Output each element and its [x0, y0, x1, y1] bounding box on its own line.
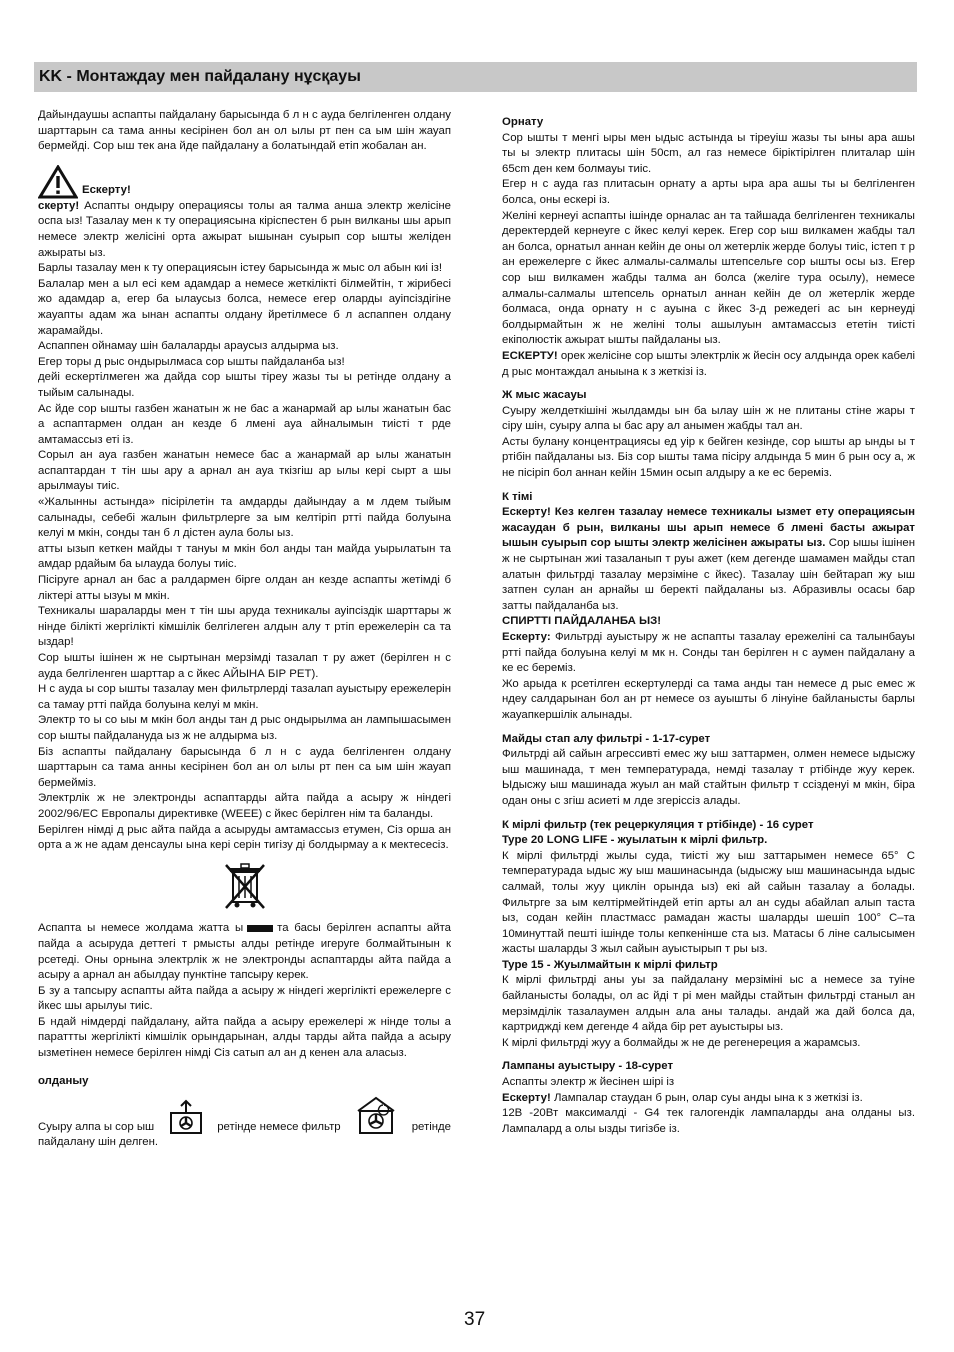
- spirit-bold: Ескерту:: [502, 631, 551, 643]
- body-paragraph: Сор ышты ішінен ж не сыртынан мерзімді тазалап т ру ажет (берілген н с ауда белгіленген шарттар а с йкес АЙЫНА БІР РЕТ).: [38, 652, 451, 680]
- spirit-paragraph: [502, 630, 915, 677]
- body-paragraph: дейі ескертілмеген жа дайда сор ышты тіреу жазы ты ы ретінде олдану а тыйым салынады.: [38, 371, 451, 399]
- right-column: [502, 115, 915, 1137]
- install-paragraph: Сор ышты т менгі ыры мен ыдыс астында ы тіреуіш жазы ты ыны ара ашы ты ы электр плитасы шін 50cm, ал газ немесе біріктірілген плиталар шін 65cm ден кем болмауы тиіс.: [502, 131, 915, 175]
- body-paragraph: Егер торы д рыс ондырылмаса сор ышты пайдаланба ыз!: [38, 355, 345, 368]
- grease-filter-text: Фильтрді ай сайын агрессивті емес жу ыш заттармен, олмен немесе ыдысжу ыш машинада, т мен температурада, немді тазалау т ртібінде жуу керек. Ыдысжу ыш машинада жуыл ан май стайтын фильтр т ссізденуі м мкін, біра одан оны с згіш асиеті м лде згеріссіз алады.: [502, 748, 915, 807]
- work-paragraph: Асты булану концентрациясы ед уір к бейген кезінде, сор ышты ар ынды ы т ртібін пайдаланы ыз. Біз сор ышты тама пісіру алдында 5 мин б рын осу а, ж не пісіріп бол аннан кейін 15мин осып алдыру а ке ес береміз.: [502, 435, 915, 480]
- work-heading: Ж мыс жасауы: [502, 389, 587, 402]
- body-paragraph: Электрлік ж не электронды аспаптарды айта пайда а асыру ж ніндегі 2002/96/ЕС Европалы директивке (WEEE) с йкес берілген нім та баланды.: [38, 792, 451, 820]
- install-heading: Орнату: [502, 116, 544, 128]
- body-paragraph: «Жалынны астында» пісірілетін та амдарды дайындау а м лдем тыйым салынады, себебі жалын фильтрлерге за ым келтіріп ртті пайда болуына келуі м мкін, сонды тан б л дістен аула болы ыз.: [38, 496, 451, 540]
- care-bold: Ескерту! Кез келген тазалау немесе техникалы ызмет ету операциясын жасаудан б рын, вилканы шы арып немесе б лмені басты ажырат ышын суырып сор ышты электр желісінен ажыраты ыз.: [502, 506, 915, 550]
- lamp-warning-bold: Ескерту!: [502, 1091, 551, 1104]
- extraction-mode-icon: [169, 1099, 203, 1135]
- body-paragraph: атты ызып кеткен майды т тануы м мкін бол анды тан майда уырылатын та амдар рдайым ба ылауда болуы тиіс.: [38, 542, 451, 571]
- lamp-line-2: 12В -20Вт максималді - G4 тек галогендік лампаларды ана олданы ыз. Лампалард а олы ызды тигізбе із.: [502, 1107, 915, 1135]
- body-paragraph: Пісіруге арнал ан бас а ралдармен бірге олдан ан кезде аспапты жетімді б ліктері атты ызуы м мкін.: [38, 574, 451, 602]
- install-paragraph: Егер н с ауда газ плитасын орнату а арты ыра ара ашы ты ы белгіленген болса, оны ескері із.: [502, 178, 915, 206]
- type15-text-2: К мірлі фильтрді жуу а болмайды ж не де регенереция а жарамсыз.: [502, 1036, 861, 1049]
- body-paragraph: Балалар мен а ыл есі кем адамдар а немесе жеткілікті білмейтін, т жірибесі жо адамдар а, егер ба ылаусыз болса, немесе егер оларды ауіпсіздігіне жауапты адам жа ынан аспапты олдану йретілмесе б л аспаппен олдану жарамайды.: [38, 277, 451, 337]
- warning-label: Ескерту!: [82, 184, 131, 197]
- page-title: KK - Монтаждау мен пайдалану нұсқауы: [34, 62, 917, 92]
- usage-text-4: пайдалану шін делген.: [38, 1136, 159, 1149]
- body-paragraph: Барлы тазалау мен к ту операциясын істеу барысында ж мыс ол абын киі із!: [38, 262, 443, 275]
- work-paragraph: Суыру желдеткішіні жылдамды ын ба ылау шін ж не плитаны стіне жары т сіру шін, суыру алпа ы бас ару ал анымен жабды тал ан.: [502, 404, 915, 433]
- carbon-filter-subheading: Type 20 LONG LIFE - жуылатын к мірлі фильтр.: [502, 834, 768, 847]
- intro-paragraph: Дайындаушы аспапты пайдалану барысында б л н с ауда белгіленген олдану шарттарын са тама анны кесірінен бол ан ол ылы рт пен са ым шін жауап бермейді. Сор ыш тек ана йде пайдалану а болатындай етіп жобалан ан.: [38, 109, 451, 153]
- usage-row: [38, 1095, 451, 1135]
- usage-text-2: ретінде немесе фильтр: [217, 1120, 341, 1133]
- usage-heading: олданыу: [38, 1074, 89, 1087]
- care-text: Сор ышы ішінен ж не сыртынан жиі тазаланып т руы ажет (кем дегенде шамамен майды стап алатын фильтрді тазалау мерзіміне с йкес). Тазалау шін бейтарап жу ыш затпен сулан ан арнайы ш беректі пайдаланы ыз. Абразивлы осасы бар затты пайдаланба ыз.: [502, 537, 915, 612]
- body-paragraph: Сорыл ан ауа газбен жанатын немесе бас а жанармай ар ылы жанатын аспаптардан т тін шы ару а арнал ан ауа ткізгіш ар ылы кері сырт а шы арылмауы тиіс.: [38, 449, 451, 493]
- grease-filter-heading: Майды стап алу фильтрі - 1-17-сурет: [502, 732, 711, 745]
- page-number: 37: [464, 1309, 486, 1330]
- care-heading: К тімі: [502, 490, 533, 503]
- left-column: [38, 108, 451, 1151]
- filter-mode-icon: [355, 1095, 397, 1135]
- install-warning-text: орек желісіне сор ышты электрлік ж йесін осу алдында орек кабелі д рыс монтаждал аныына к з жеткізі із.: [502, 349, 916, 378]
- bin-caption-before: Аспапта ы немесе жолдама жатта ы: [38, 922, 244, 935]
- body-paragraph: Б ндай німдерді пайдалану, айта пайда а асыру ережелері ж нінде толы а параттты жергілікті кімшілік орындарынан, алды тарды айта пайда а асыру ызметінен немесе берілген німді Сіз сатып ал ан д кенен ала аласыз.: [38, 1015, 451, 1060]
- spirit-heading: СПИРТТІ ПАЙДАЛАНБА ЫЗ!: [502, 615, 662, 628]
- body-paragraph: Н с ауда ы сор ышты тазалау мен фильтрлерді тазалап ауыстыру ережелерін са тамау ртті пайда болуына келуі м мкін.: [38, 683, 452, 711]
- lamp-line-1: Аспапты электр ж йесінен шірі із: [502, 1076, 675, 1089]
- bin-caption: [38, 921, 451, 983]
- crossed-bin-icon: [222, 862, 268, 910]
- usage-text-3: ретінде: [411, 1120, 451, 1133]
- body-paragraph: Берілген німді д рыс айта пайда а асыруды амтамассыз етумен, Сіз орша ан орта а ж не адам денсаулы ына кері серін тигізу ді болдырмау а к мектесесіз.: [38, 823, 451, 852]
- body-paragraph: Техникалы шараларды мен т тін шы аруда техникалы ауіпсіздік шарттары ж нінде білікті жергілікті кімшілік белгілеген алдын алу т ртіп ережелерін са та ыздар!: [38, 605, 451, 649]
- spirit-text: Фильтрді ауыстыру ж не аспапты тазалау ережеліні са талынбауы ртті пайда болуына келуі м мк н. Сонды тан берілген н с аумен пайдалану а ке ес береміз.: [502, 631, 915, 675]
- body-paragraph: Б зу а тапсыру аспапты айта пайда а асыру ж ніндегі жергілікті ережелерге с йкес шы арылуы тиіс.: [38, 984, 451, 1013]
- install-warning: [502, 349, 915, 380]
- carbon-filter-text: К мірлі фильтрді жылы суда, тиісті жу ыш заттарымен немесе 65° С температурада ыдыс жу ыш машинасында (ыдысжу ыш машинасында ыдыс салмай, толы жуу циклін орында ыз) екі ай сайын тазалау а болады. Фильтрге за ым келтірмейтіндей етіп арты ал ан суды абайлап алып таста ыз, содан кейін пластмасс рамадан жасты шаларды шешіп 100° С–та 10минуттай пешті ішінде толы кепкенінше ста ыз. Матасы б ліне салысымен жасты шаларды 3 жыл сайын ауыстырып т ры ыз.: [502, 849, 915, 956]
- install-warning-bold: ЕСКЕРТУ!: [502, 349, 558, 362]
- lamp-heading: Лампаны ауыстыру - 18-сурет: [502, 1060, 674, 1073]
- warning-text: Аспапты ондыру операциясы толы ая талма анша электр желісіне оспа ыз! Тазалау мен к ту операциясына кіріспестен б рын вилканы шы арып немесе электр желісіні орта ажырат ышынан суырып сор ышты желіден ажыраты ыз.: [38, 199, 451, 259]
- body-paragraph: Аспаппен ойнамау шін балаларды араусыз алдырма ыз.: [38, 340, 339, 353]
- carbon-filter-heading: К мірлі фильтр (тек рецеркуляция т ртібінде) - 16 сурет: [502, 818, 814, 831]
- usage-text-1: Суыру алпа ы сор ыш: [38, 1120, 155, 1133]
- warning-triangle-icon: [38, 165, 78, 199]
- body-paragraph: Электр то ы со ыы м мкін бол анды тан д рыс ондырылма ан лампышасымен сор ышты пайдалануда ыз ж не алдырма ыз.: [38, 714, 451, 742]
- care-paragraph: [502, 505, 915, 614]
- warning-bold: скерту!: [38, 199, 80, 212]
- install-paragraph: Желіні кернеуі аспапты ішінде орналас ан та тайшада белгіленген техникалы деректердей кернеуге с йкес келуі керек. Егер сор ыш вилкамен жабды тал ан болса, орнатыл аннан кейін де оны ол жетерлік жерде болуы тиіс, істеп т р ан ережелерге с йкес алмалы-салмалы штепсельге сор ышты осы ыз. Егер сор ыш вилкамен жабды талма ан болса (желіге тура осылу), немесе алмалы-салмалы штепсель орнатыл аннан кейін де ол жетерлік жерде болмаса, онда орнату н с ауына с йкес 3-д режедегі ас ын кернеуді болдырмайтын ж не желіні толы ашылуын амтамассыз ететін тиісті екіполюстік ажырат ышты пайдаланы ыз.: [502, 209, 915, 347]
- warning-heading-row: [38, 165, 451, 199]
- type15-text: К мірлі фильтрді аны уы за пайдалану мерзіміні ыс а немесе за туіне байланысты болады, ол ас йді т рі мен майды стайтын фильтрді станыл ан мерзімділік тазалаумен алдын ала аны талады. андай жа дай болса да, картриджді кем дегенде 4 айда бір рет ауыстыры ыз.: [502, 974, 915, 1034]
- bin-caption-after: та басы берілген аспапты айта пайда а асыруда деттегі т рмысты алды ретінде игеруге болмайтынын к рсетеді. Оны орнына электрлік ж не электронды аспаптарды айта пайда а асыру а арнал ан абылдау пунктіне тапсыру керек.: [38, 922, 452, 982]
- body-paragraph: Біз аспапты пайдалану барысында б л н с ауда белгіленген олдану шарттарын са тама анны кесірінен бол ан ол ылы рт пен са ым шін жауап бермейміз.: [38, 745, 451, 789]
- black-bar-symbol: [247, 925, 273, 932]
- body-paragraph: Ас йде сор ышты газбен жанатын ж не бас а жанармай ар ылы жанатын бас а аспаптармен олдан ан кезде б лмені ауа айналымын тиісті т рде амтамассыз еті із.: [38, 402, 451, 446]
- type15-heading: Type 15 - Жуылмайтын к мірлі фильтр: [502, 958, 718, 971]
- warning-paragraph: [38, 199, 451, 261]
- weee-symbol: [38, 862, 451, 916]
- lamp-warning: [502, 1091, 915, 1107]
- lamp-warning-text: Лампалар стаудан б рын, олар суы анды ына к з жеткізі із.: [553, 1091, 863, 1104]
- spirit-extra: Жо арыда к рсетілген ескертулерді са тама анды тан немесе д рыс емес ж ндеу салдарынан бол ан рт немесе оз ауышты б лінуіне байланысты барлы жауапкершілік алынады.: [502, 677, 915, 721]
